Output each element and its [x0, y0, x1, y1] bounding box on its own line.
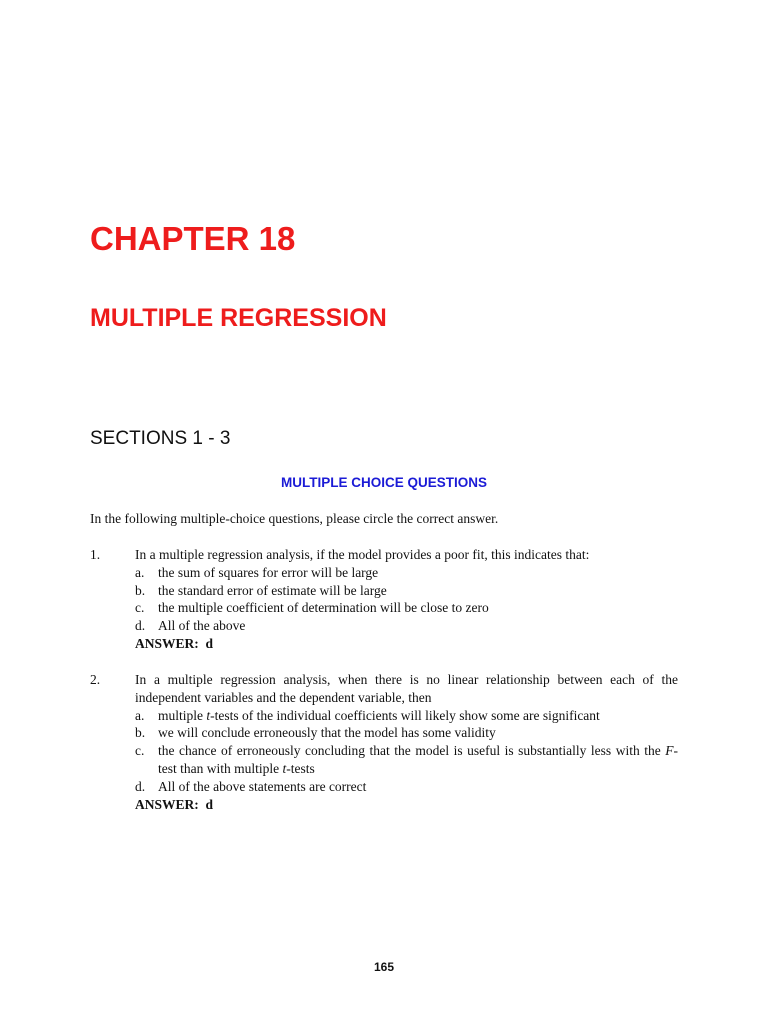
option-letter: c. — [135, 600, 145, 616]
option-b — [90, 724, 678, 742]
question-number: 2. — [90, 672, 101, 687]
question-1 — [90, 546, 678, 653]
question-number: 1. — [90, 547, 101, 562]
option-b — [90, 582, 678, 600]
option-a — [90, 564, 678, 582]
option-text: All of the above — [158, 618, 246, 634]
question-stem — [90, 671, 678, 707]
option-text: the multiple coefficient of determination will be close to zero — [158, 600, 489, 616]
option-a — [90, 707, 678, 725]
question-text: In a multiple regression analysis, when there is no linear relationship between each of the independent variables and the dependent variable, then — [135, 672, 678, 705]
answer-value: d — [205, 796, 214, 812]
option-text: the standard error of estimate will be large — [158, 582, 387, 598]
option-letter: a. — [135, 707, 145, 723]
option-text: the sum of squares for error will be large — [158, 564, 379, 580]
section-heading: SECTIONS 1 - 3 — [90, 428, 231, 449]
option-text: the chance of erroneously concluding that the model is useful is substantially less with the F-test than with multiple t-tests — [158, 743, 678, 776]
option-text: multiple t-tests of the individual coefficients will likely show some are significant — [158, 707, 600, 723]
chapter-subtitle: MULTIPLE REGRESSION — [90, 304, 387, 332]
option-text: we will conclude erroneously that the model has some validity — [158, 725, 496, 741]
option-letter: d. — [135, 618, 146, 634]
question-2 — [90, 671, 678, 813]
chapter-title: CHAPTER 18 — [90, 220, 296, 257]
option-letter: c. — [135, 743, 145, 759]
option-text: All of the above statements are correct — [158, 778, 367, 794]
page-number: 165 — [373, 960, 395, 974]
answer-label: ANSWER: — [135, 796, 199, 812]
answer-line — [90, 796, 678, 814]
answer-value: d — [205, 635, 214, 651]
option-d — [90, 617, 678, 635]
mcq-heading: MULTIPLE CHOICE QUESTIONS — [280, 475, 487, 490]
option-d — [90, 778, 678, 796]
question-stem — [90, 546, 678, 564]
option-letter: b. — [135, 725, 146, 741]
answer-label: ANSWER: — [135, 635, 199, 651]
question-text: In a multiple regression analysis, if the model provides a poor fit, this indicates that: — [135, 547, 590, 562]
instructions: In the following multiple-choice questions, please circle the correct answer. — [90, 511, 499, 526]
option-c — [90, 599, 678, 617]
option-c — [90, 742, 678, 778]
option-letter: d. — [135, 778, 146, 794]
option-letter: a. — [135, 564, 145, 580]
answer-line — [90, 635, 678, 653]
option-letter: b. — [135, 582, 146, 598]
